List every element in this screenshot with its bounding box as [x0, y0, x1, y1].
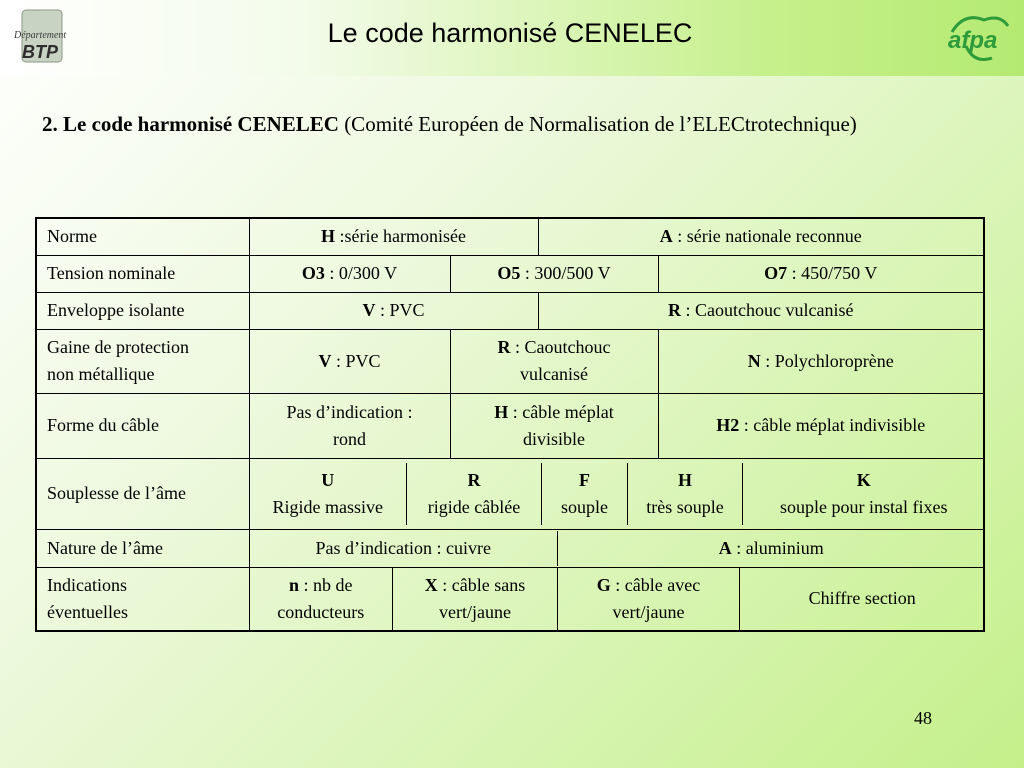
souplesse-inner-table [250, 463, 985, 525]
nature-subgrid [249, 529, 984, 567]
cenelec-code-table [35, 217, 985, 632]
souplesse-item: H très souple [628, 463, 743, 525]
row-label-nature: Nature de l’âme [36, 529, 249, 567]
row-label-forme: Forme du câble [36, 393, 249, 458]
cell-tension-o3: O3 : 0/300 V [249, 255, 450, 292]
table-row [36, 292, 984, 329]
cell-indications-n: n : nb de conducteurs [250, 568, 393, 630]
cell-nature-a: A : aluminium [718, 537, 824, 558]
section-heading-bold: 2. Le code harmonisé CENELEC [42, 112, 339, 136]
cell-gaine-v: V : PVC [249, 329, 450, 393]
slide-title: Le code harmonisé CENELEC [327, 18, 693, 48]
table-row [36, 218, 984, 255]
row-label-souplesse: Souplesse de l’âme [36, 458, 249, 529]
cell-nature-none: Pas d’indication : cuivre [250, 531, 558, 566]
cell-gaine-n: N : Polychloroprène [658, 329, 984, 393]
souplesse-item: F souple [542, 463, 628, 525]
cell-tension-o7: O7 : 450/750 V [658, 255, 984, 292]
row-label-norme: Norme [36, 218, 249, 255]
cell-indications-g: G : câble avec vert/jaune [558, 568, 740, 630]
section-heading-subtitle: (Comité Européen de Normalisation de l’ELECtrotechnique) [344, 112, 857, 136]
table-row [36, 255, 984, 292]
page-number: 48 [914, 708, 932, 728]
cell-enveloppe-r: R : Caoutchouc vulcanisé [538, 292, 984, 329]
table-row [36, 458, 984, 529]
svg-text:BTP: BTP [22, 42, 58, 62]
table-row [36, 393, 984, 458]
indications-inner-table [250, 568, 985, 630]
row-label-enveloppe: Enveloppe isolante [36, 292, 249, 329]
cell-indications-section: Chiffre section [808, 588, 916, 608]
afpa-logo [944, 6, 1016, 72]
cell-tension-o5: O5 : 300/500 V [450, 255, 658, 292]
indications-subgrid [249, 567, 984, 631]
souplesse-item: K souple pour instal fixes [780, 469, 948, 517]
svg-text:afpa: afpa [948, 27, 998, 54]
table-row [36, 567, 984, 631]
souplesse-item: R rigide câblée [407, 463, 542, 525]
section-heading [42, 112, 857, 137]
cell-forme-h2: H2 : câble méplat indivisible [658, 393, 984, 458]
table-row [36, 529, 984, 567]
cell-norme-h: H :série harmonisée [249, 218, 538, 255]
nature-inner-table [250, 531, 985, 566]
cell-gaine-r: R : Caoutchouc vulcanisé [450, 329, 658, 393]
cell-forme-none: Pas d’indication : rond [249, 393, 450, 458]
svg-text:Département: Département [14, 30, 67, 41]
row-label-indications: Indications éventuelles [36, 567, 249, 631]
departement-btp-logo [8, 8, 88, 68]
cell-forme-h: H : câble méplat divisible [450, 393, 658, 458]
row-label-gaine: Gaine de protection non métallique [36, 329, 249, 393]
souplesse-item: U Rigide massive [250, 463, 407, 525]
row-label-tension: Tension nominale [36, 255, 249, 292]
cell-norme-a: A : série nationale reconnue [538, 218, 984, 255]
cell-enveloppe-v: V : PVC [249, 292, 538, 329]
souplesse-subgrid [249, 458, 984, 529]
table-row [36, 329, 984, 393]
cell-indications-x: X : câble sans vert/jaune [393, 568, 558, 630]
